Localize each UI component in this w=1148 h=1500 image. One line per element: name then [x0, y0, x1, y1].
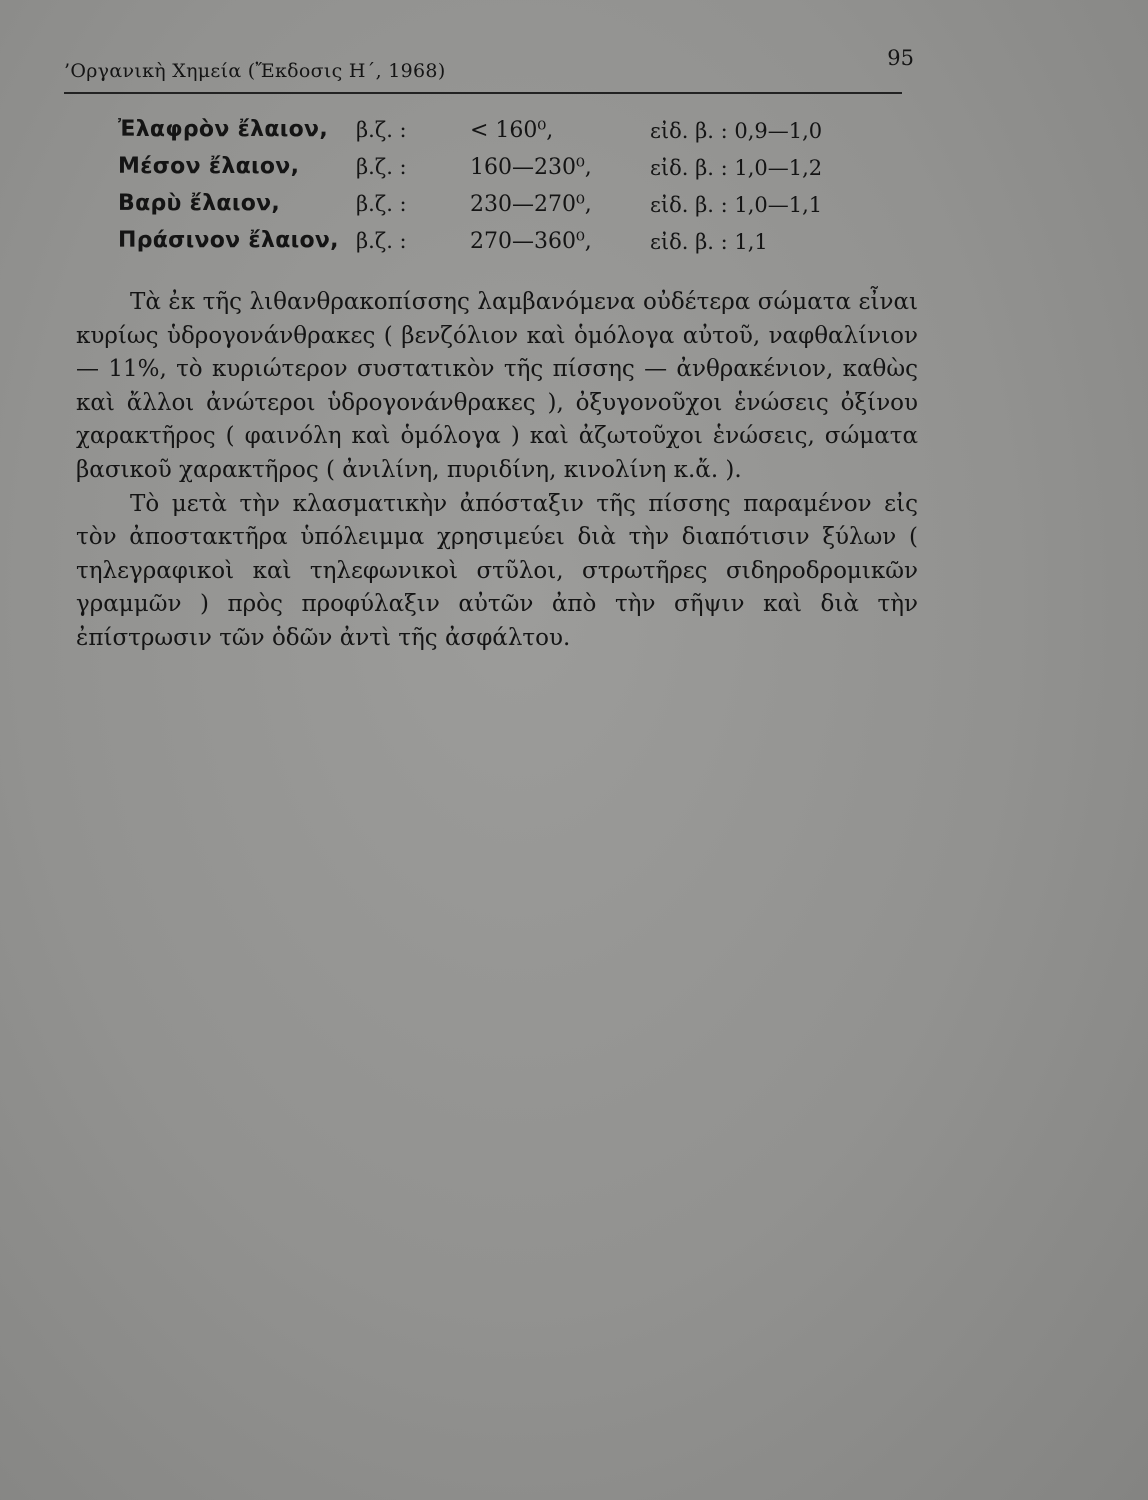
body-text	[76, 286, 918, 656]
oil-name: Ἐλαφρὸν ἔλαιον,	[118, 117, 328, 142]
page-header	[64, 46, 914, 98]
boiling-range: 160—230⁰,	[470, 155, 592, 180]
specific-gravity: εἰδ. β. : 1,0—1,2	[650, 156, 823, 180]
oil-row-heavy	[118, 191, 878, 228]
boiling-range: 270—360⁰,	[470, 229, 592, 254]
oil-row-green	[118, 228, 878, 265]
specific-gravity: εἰδ. β. : 1,0—1,1	[650, 193, 823, 217]
boiling-point-label: β.ζ. :	[356, 118, 407, 142]
boiling-range: < 160⁰,	[470, 118, 554, 143]
paragraph-residue: Τὸ μετὰ τὴν κλασματικὴν ἀπόσταξιν τῆς πίσσης παραμένον εἰς τὸν ἀποστακτῆρα ὑπόλειμμα χρησιμεύει διὰ τὴν διαπότισιν ξύλων ( τηλεγραφικοὶ καὶ τηλεφωνικοὶ στῦλοι, στρωτῆρες σιδηροδρομικῶν γραμμῶν ) πρὸς προφύλαξιν αὐτῶν ἀπὸ τὴν σῆψιν καὶ διὰ τὴν ἐπίστρωσιν τῶν ὁδῶν ἀντὶ τῆς ἀσφάλτου.	[76, 490, 918, 651]
oil-name: Βαρὺ ἔλαιον,	[118, 191, 281, 216]
paragraph-neutral-bodies: Τὰ ἐκ τῆς λιθανθρακοπίσσης λαμβανόμενα οὐδέτερα σώματα εἶναι κυρίως ὑδρογονάνθρακες ( βενζόλιον καὶ ὁμόλογα αὐτοῦ, ναφθαλίνιον — 11%, τὸ κυριώτερον συστατικὸν τῆς πίσσης — ἀνθρακένιον, καθὼς καὶ ἄλλοι ἀνώτεροι ὑδρογονάνθρακες ), ὀξυγονοῦχοι ἑνώσεις ὀξίνου χαρακτῆρος ( φαινόλη καὶ ὁμόλογα ) καὶ ἀζωτοῦχοι ἑνώσεις, σώματα βασικοῦ χαρακτῆρος ( ἀνιλίνη, πυριδίνη, κινολίνη κ.ἄ. ).	[76, 289, 918, 483]
boiling-point-label: β.ζ. :	[356, 229, 407, 253]
oil-name: Πράσινον ἔλαιον,	[118, 228, 339, 253]
specific-gravity: εἰδ. β. : 1,1	[650, 230, 768, 254]
running-head: ’Οργανικὴ Χημεία (Ἔκδοσις Η΄, 1968)	[64, 60, 446, 82]
oil-name: Μέσον ἔλαιον,	[118, 154, 300, 179]
oil-fractions-table	[118, 117, 878, 265]
specific-gravity: εἰδ. β. : 0,9—1,0	[650, 119, 823, 143]
page-number: 95	[887, 46, 914, 70]
boiling-point-label: β.ζ. :	[356, 155, 407, 179]
boiling-point-label: β.ζ. :	[356, 192, 407, 216]
boiling-range: 230—270⁰,	[470, 192, 592, 217]
oil-row-medium	[118, 154, 878, 191]
oil-row-light	[118, 117, 878, 154]
header-rule	[64, 92, 902, 94]
